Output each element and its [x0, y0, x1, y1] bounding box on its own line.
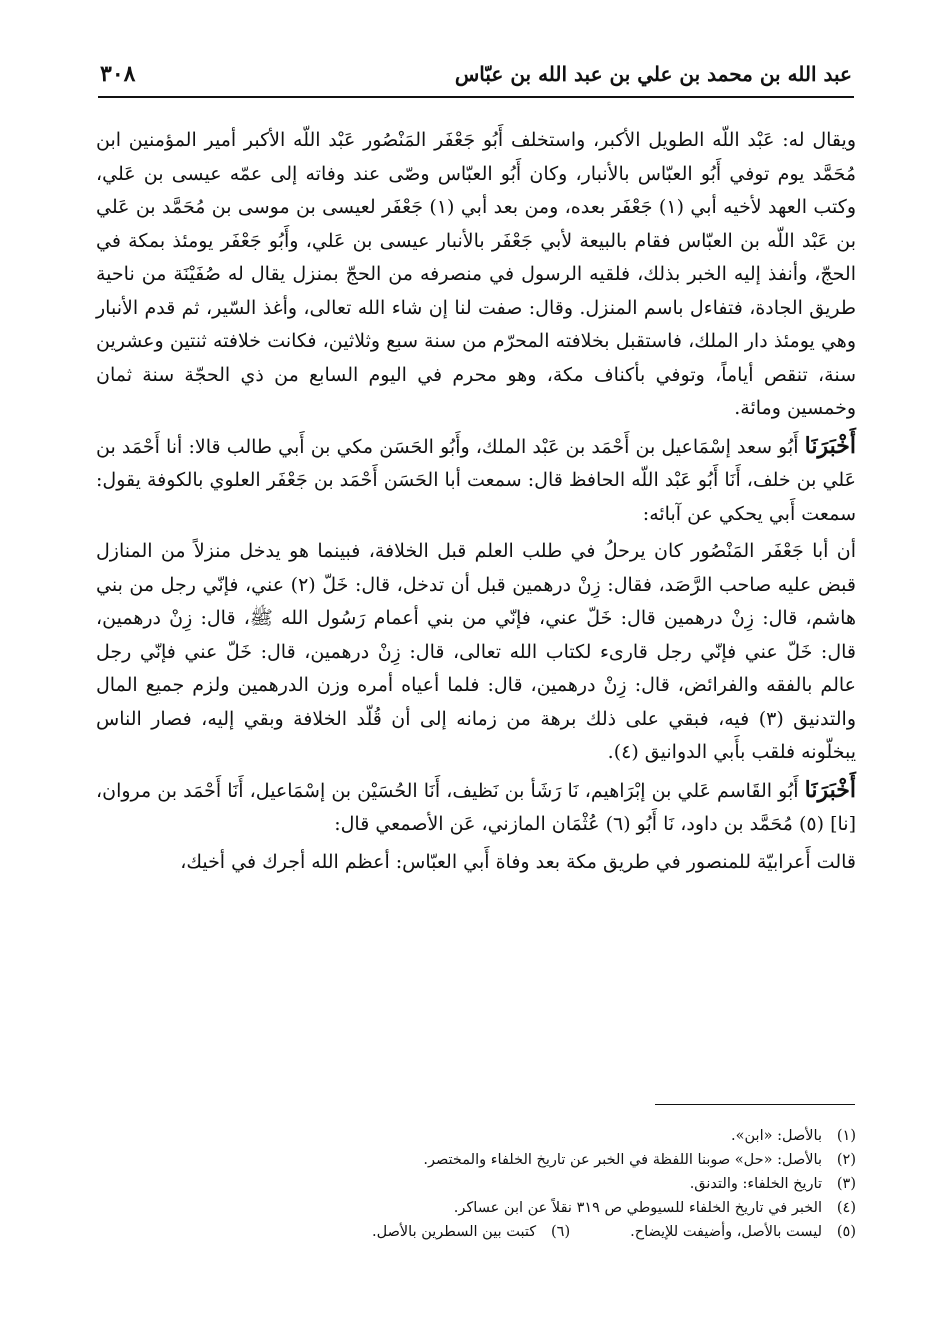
paragraph-text: قالت أَعرابيّة للمنصور في طريق مكة بعد وفاة أَبي العبّاس: أعظم الله أجرك في أخيك، — [180, 850, 856, 873]
header-rule — [98, 96, 854, 98]
footnote-text: بالأصل: «ابن». — [731, 1128, 822, 1144]
running-title: عبد الله بن محمد بن علي بن عبد الله بن عبّاس — [454, 62, 852, 86]
footnote-number: (٥) — [836, 1224, 856, 1240]
footnote-row — [96, 1220, 856, 1244]
footnote-text: ليست بالأصل، وأضيفت للإيضاح. — [630, 1224, 822, 1240]
paragraph-text: أَبُو القَاسم عَلي بن إبْرَاهيم، نَا رَشَأ بن نَظيف، أَنَا الحُسَيْن بن إسْمَاعيل، أَنَا أَحْمَد بن مروان، [نا] (٥) مُحَمَّد بن داود، نَا أَبُو (٦) عُثْمَان المازني، عَن الأصمعي قال: — [96, 779, 856, 835]
paragraph-text: ويقال له: عَبْد اللّه الطويل الأكبر، واستخلف أَبُو جَعْفَر المَنْصُور عَبْد اللّه الأكبر أمير المؤمنين ابن مُحَمَّد يوم توفي أَبُو العبّاس بالأنبار، وكان أَبُو العبّاس وصّى عند وفاته إلى عمّه عيسى بن عَلي، وكتب العهد لأخيه أبي (١) جَعْفَر بعده، ومن بعد أبي (١) جَعْفَر لعيسى بن موسى بن مُحَمَّد بن عَلي بن عَبْد اللّه بن العبّاس فقام بالبيعة لأبي جَعْفَر بالأنبار عيسى بن عَلي، وأَبُو جَعْفَر يومئذ بمكة في الحجّ، وأنفذ إليه الخبر بذلك، فلقيه الرسول في منصرفه من الحجّ بمنزل يقال له صُفَيْنَة من ناحية طريق الجادة، فتفاءل باسم المنزل. وقال: صفت لنا إن شاء الله تعالى، وأغذ السّير، ثم قدم الأنبار وهي يومئذ دار الملك، فاستقبل بخلافته المحرّم من سنة سبع وثلاثين، فكانت خلافته ثنتين وعشرين سنة، تنقص أياماً، وتوفي بأكناف مكة، وهو محرم في اليوم السابع من ذي الحجّة سنة ثمان وخمسين ومائة. — [96, 129, 856, 419]
footnotes — [96, 1124, 856, 1244]
page-header — [100, 54, 852, 94]
paragraph-4 — [96, 774, 856, 842]
footnote-rule — [655, 1104, 855, 1105]
paragraph-text: أن أبا جَعْفَر المَنْصُور كان يرحلُ في طلب العلم قبل الخلافة، فبينما هو يدخل منزلاً من المنازل قبض عليه صاحب الرَّصَد، فقال: زِنْ درهمين قبل أن تدخل، قال: خَلّ (٢) عني، فإنّي رجل من بني هاشم، قال: زِنْ درهمين قال: خَلّ عني، فإنّي من بني أعمام رَسُول الله ﷺ، قال: زِنْ درهمين، قال: خَلّ عني فإنّي رجل قارىء لكتاب الله تعالى، قال: زِنْ درهمين، قال: خَلّ عني فإنّي رجل عالم بالفقه والفرائض، قال: زِنْ درهمين، قال: فلما أعياه أمره وزن الدرهمين ولزم جميع المال والتدنيق (٣) فيه، فبقي على ذلك برهة من زمانه إلى أن قُلّد الخلافة وبقي إليه، فصار الناس يبخلّونه فلقب بأَبي الدوانيق (٤). — [96, 540, 856, 763]
footnote-4 — [96, 1196, 856, 1220]
page-number: ٣٠٨ — [100, 61, 136, 87]
footnote-number: (٣) — [836, 1176, 856, 1192]
paragraph-3 — [96, 535, 856, 770]
paragraph-5 — [96, 846, 856, 880]
footnote-5 — [630, 1220, 856, 1244]
footnote-6 — [372, 1220, 570, 1244]
footnote-text: كتبت بين السطرين بالأصل. — [371, 1224, 537, 1240]
footnote-number: (٢) — [836, 1152, 856, 1168]
footnote-number: (٦) — [551, 1224, 571, 1240]
paragraph-lead: أَخْبَرَنَا — [804, 432, 856, 459]
paragraph-2 — [96, 430, 856, 532]
paragraph-lead: أَخْبَرَنَا — [804, 776, 856, 803]
footnote-text: بالأصل: «حل» صوبنا اللفظة في الخبر عن تاريخ الخلفاء والمختصر. — [423, 1152, 822, 1168]
footnote-number: (١) — [836, 1128, 856, 1144]
footnote-text: تاريخ الخلفاء: والتدنق. — [689, 1176, 822, 1192]
paragraph-text: أَبُو سعد إسْمَاعيل بن أَحْمَد بن عَبْد الملك، وأَبُو الحَسَن مكي بن أَبي طالب قالا: أنا أَحْمَد بن عَلي بن خلف، أَنَا أَبُو عَبْد اللّه الحافظ قال: سمعت أبا الحَسَن أَحْمَد بن جَعْفَر العلوي بالكوفة يقول: سمعت أَبي يحكي عن آبائه: — [96, 435, 856, 525]
footnote-1 — [96, 1124, 856, 1148]
paragraph-1 — [96, 124, 856, 426]
footnote-3 — [96, 1172, 856, 1196]
footnote-number: (٤) — [836, 1200, 856, 1216]
footnote-text: الخبر في تاريخ الخلفاء للسيوطي ص ٣١٩ نقلاً عن ابن عساكر. — [453, 1200, 822, 1216]
footnote-2 — [96, 1148, 856, 1172]
main-text — [96, 124, 856, 883]
